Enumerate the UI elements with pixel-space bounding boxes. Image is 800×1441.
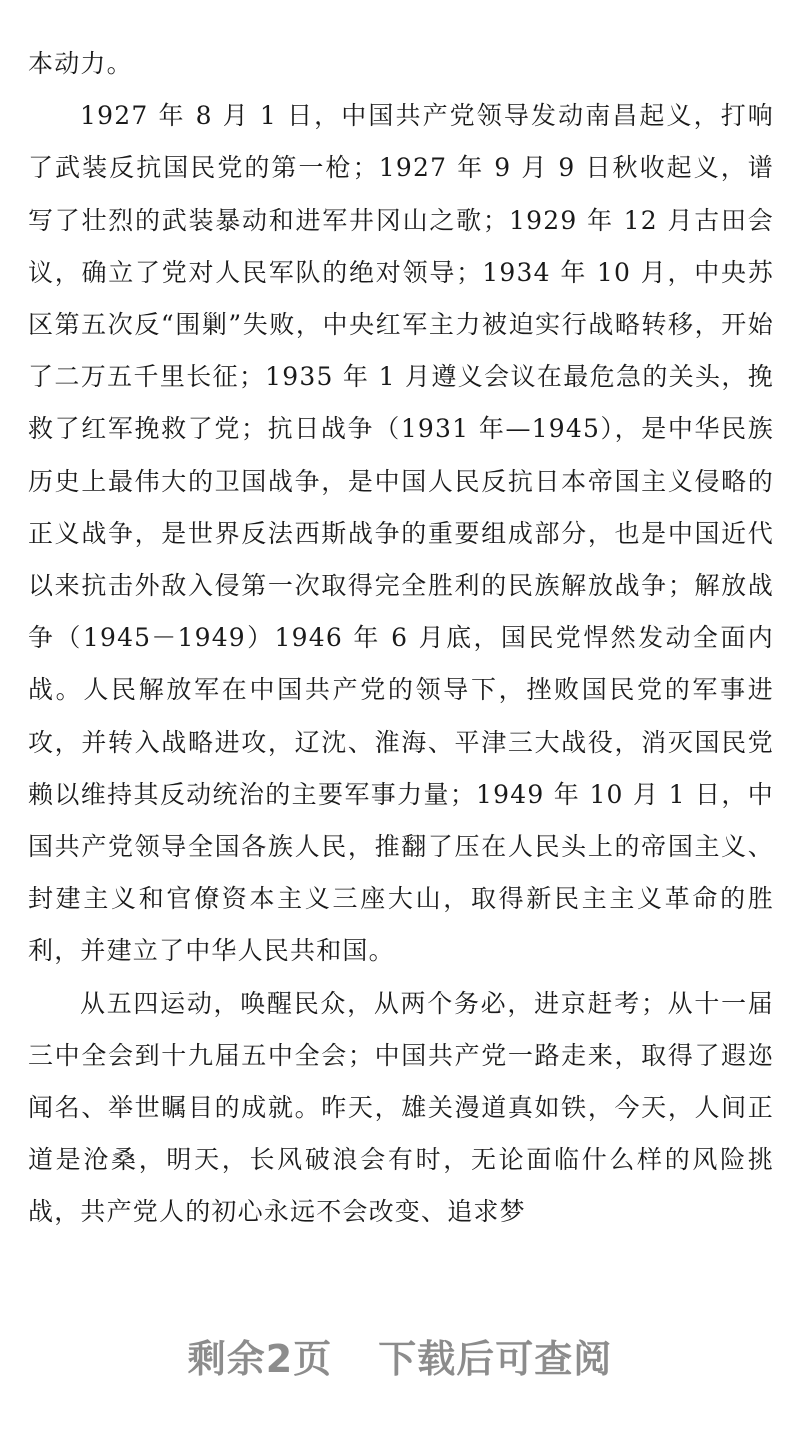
paragraph-history: 1927 年 8 月 1 日，中国共产党领导发动南昌起义，打响了武装反抗国民党的第一枪；1927 年 9 月 9 日秋收起义，谱写了壮烈的武装暴动和进军井冈山之歌；1929 年 12 月古田会议，确立了党对人民军队的绝对领导；1934 年 10 月，中央苏区第五次反“围剿”失败，中央红军主力被迫实行战略转移，开始了二万五千里长征；1935 年 1 月遵义会议在最危急的关头，挽救了红军挽救了党；抗日战争（1931 年—1945），是中华民族历史上最伟大的卫国战争，是中国人民反抗日本帝国主义侵略的正义战争，是世界反法西斯战争的重要组成部分，也是中国近代以来抗击外敌入侵第一次取得完全胜利的民族解放战争；解放战争（1945－1949）1946 年 6 月底，国民党悍然发动全面内战。人民解放军在中国共产党的领导下，挫败国民党的军事进攻，并转入战略进攻，辽沈、淮海、平津三大战役，消灭国民党赖以维持其反动统治的主要军事力量；1949 年 10 月 1 日，中国共产党领导全国各族人民，推翻了压在人民头上的帝国主义、封建主义和官僚资本主义三座大山，取得新民主主义革命的胜利，并建立了中华人民共和国。 <box>28 101 774 966</box>
remaining-pages-label: 剩余2页 <box>187 1337 333 1381</box>
paragraph-continuation: 本动力。 <box>28 49 133 78</box>
paragraph-achievements: 从五四运动，唤醒民众，从两个务必，进京赶考；从十一届三中全会到十九届五中全会；中国共产党一路走来，取得了遐迩闻名、举世瞩目的成就。昨天，雄关漫道真如铁，今天，人间正道是沧桑，明天，长风破浪会有时，无论面临什么样的风险挑战，共产党人的初心永远不会改变、追求梦 <box>28 988 774 1227</box>
document-body <box>28 38 774 1239</box>
download-prompt-label: 下载后可查阅 <box>378 1337 613 1381</box>
download-to-read-banner[interactable] <box>0 1328 800 1383</box>
